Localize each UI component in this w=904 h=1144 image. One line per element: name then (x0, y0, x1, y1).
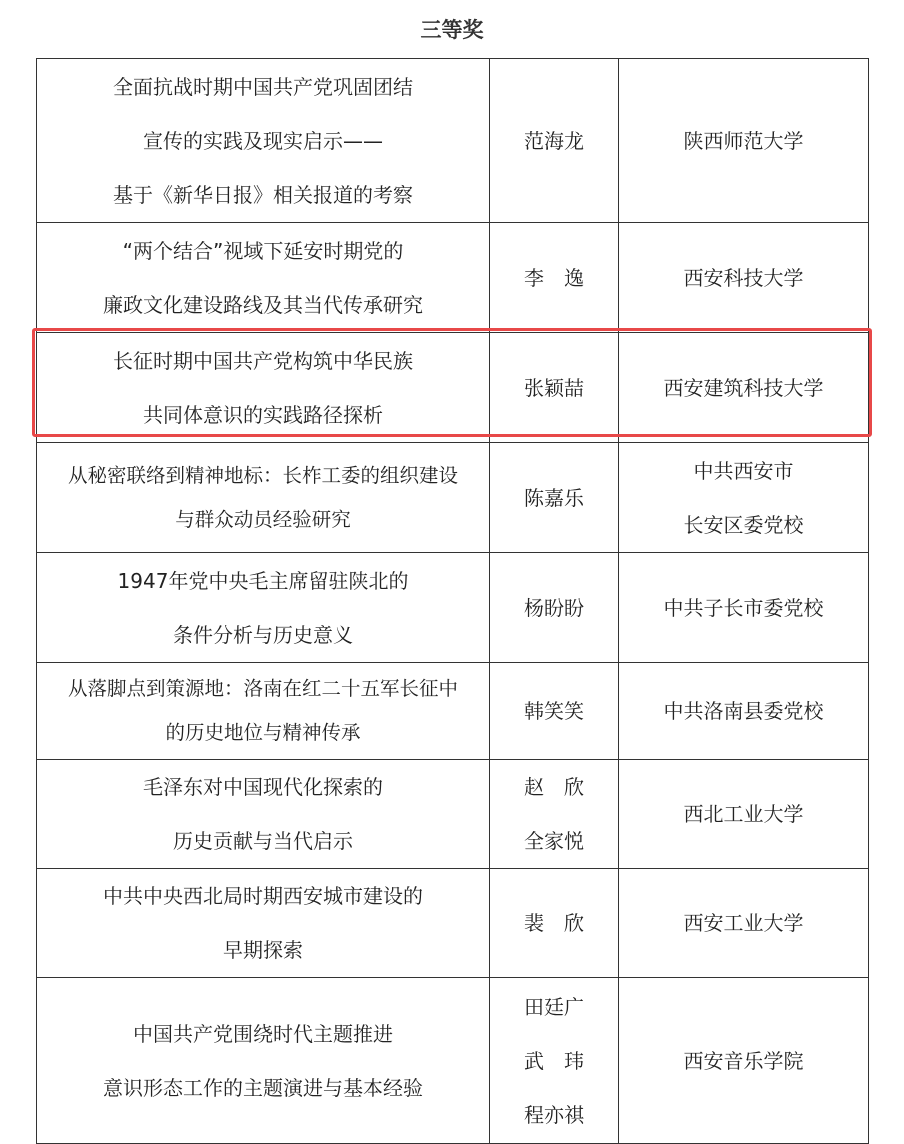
author-name: 韩笑笑 (524, 699, 584, 723)
author-name: 李 逸 (524, 265, 584, 290)
author-cell (490, 760, 619, 869)
unit-cell (619, 59, 869, 223)
unit-name: 西北工业大学 (683, 802, 804, 826)
author-cell (490, 978, 619, 1144)
author-name: 田廷广 (524, 994, 584, 1019)
paper-title-cell (37, 978, 490, 1144)
paper-title-line: 中共中央西北局时期西安城市建设的 (103, 884, 423, 908)
unit-name: 西安科技大学 (683, 265, 804, 290)
paper-title-line: 宣传的实践及现实启示—— (143, 128, 383, 153)
paper-title-line: 全面抗战时期中国共产党巩固团结 (113, 74, 413, 99)
author-name: 程亦祺 (524, 1102, 584, 1127)
paper-title-line: 与群众动员经验研究 (175, 507, 351, 531)
paper-title-cell (37, 59, 490, 223)
author-cell (490, 553, 619, 663)
author-name: 赵 欣 (524, 775, 584, 799)
unit-name: 西安建筑科技大学 (663, 375, 824, 400)
unit-name: 中共洛南县委党校 (663, 699, 824, 723)
unit-name: 陕西师范大学 (683, 128, 804, 153)
paper-title-line: 共同体意识的实践路径探析 (143, 402, 383, 427)
paper-title-cell (37, 333, 490, 443)
author-cell (490, 443, 619, 553)
unit-name: 长安区委党校 (683, 512, 804, 537)
paper-title-line: 条件分析与历史意义 (173, 622, 353, 647)
table-row (37, 443, 869, 553)
paper-title-line: 意识形态工作的主题演进与基本经验 (103, 1075, 423, 1100)
author-cell (490, 333, 619, 443)
paper-title-cell (37, 663, 490, 760)
paper-title-line: 的历史地位与精神传承 (165, 721, 361, 744)
author-cell (490, 663, 619, 760)
table-row (37, 760, 869, 869)
paper-title-line: 历史贡献与当代启示 (173, 829, 353, 853)
paper-title-line: 廉政文化建设路线及其当代传承研究 (103, 292, 423, 317)
paper-title-line: 中国共产党围绕时代主题推进 (133, 1021, 393, 1046)
paper-title-cell (37, 223, 490, 333)
unit-name: 西安音乐学院 (683, 1048, 804, 1073)
author-name: 杨盼盼 (524, 595, 584, 620)
table-row (37, 978, 869, 1144)
author-cell (490, 59, 619, 223)
paper-title-line: 从秘密联络到精神地标：长柞工委的组织建设 (67, 463, 458, 487)
unit-cell (619, 333, 869, 443)
table-row (37, 869, 869, 978)
author-name: 张颖喆 (524, 375, 584, 400)
paper-title-cell (37, 760, 490, 869)
unit-cell (619, 869, 869, 978)
unit-name: 中共子长市委党校 (663, 595, 824, 620)
unit-name: 西安工业大学 (683, 911, 804, 935)
unit-cell (619, 553, 869, 663)
paper-title-line: 早期探索 (223, 938, 303, 962)
unit-cell (619, 223, 869, 333)
unit-name: 中共西安市 (693, 458, 794, 483)
author-cell (490, 223, 619, 333)
author-name: 武 玮 (524, 1048, 584, 1073)
table-row (37, 553, 869, 663)
author-name: 全家悦 (524, 829, 584, 853)
table-row (37, 223, 869, 333)
paper-title-line: 毛泽东对中国现代化探索的 (143, 775, 383, 799)
paper-title-line: 长征时期中国共产党构筑中华民族 (113, 348, 413, 373)
paper-title-cell (37, 443, 490, 553)
author-cell (490, 869, 619, 978)
author-name: 陈嘉乐 (524, 485, 584, 510)
table-row-highlighted (37, 333, 869, 443)
paper-title-line: “两个结合”视域下延安时期党的 (122, 238, 404, 263)
paper-title-line: 基于《新华日报》相关报道的考察 (113, 182, 413, 207)
unit-cell (619, 663, 869, 760)
section-heading: 三等奖 (420, 18, 484, 42)
paper-title-line: 1947年党中央毛主席留驻陕北的 (117, 568, 409, 593)
paper-title-cell (37, 869, 490, 978)
awards-table (36, 58, 869, 1144)
paper-title-line: 从落脚点到策源地：洛南在红二十五军长征中 (67, 677, 458, 700)
unit-cell (619, 978, 869, 1144)
table-row (37, 663, 869, 760)
author-name: 裴 欣 (524, 911, 584, 935)
table-row (37, 59, 869, 223)
author-name: 范海龙 (524, 128, 584, 153)
paper-title-cell (37, 553, 490, 663)
unit-cell (619, 760, 869, 869)
unit-cell (619, 443, 869, 553)
